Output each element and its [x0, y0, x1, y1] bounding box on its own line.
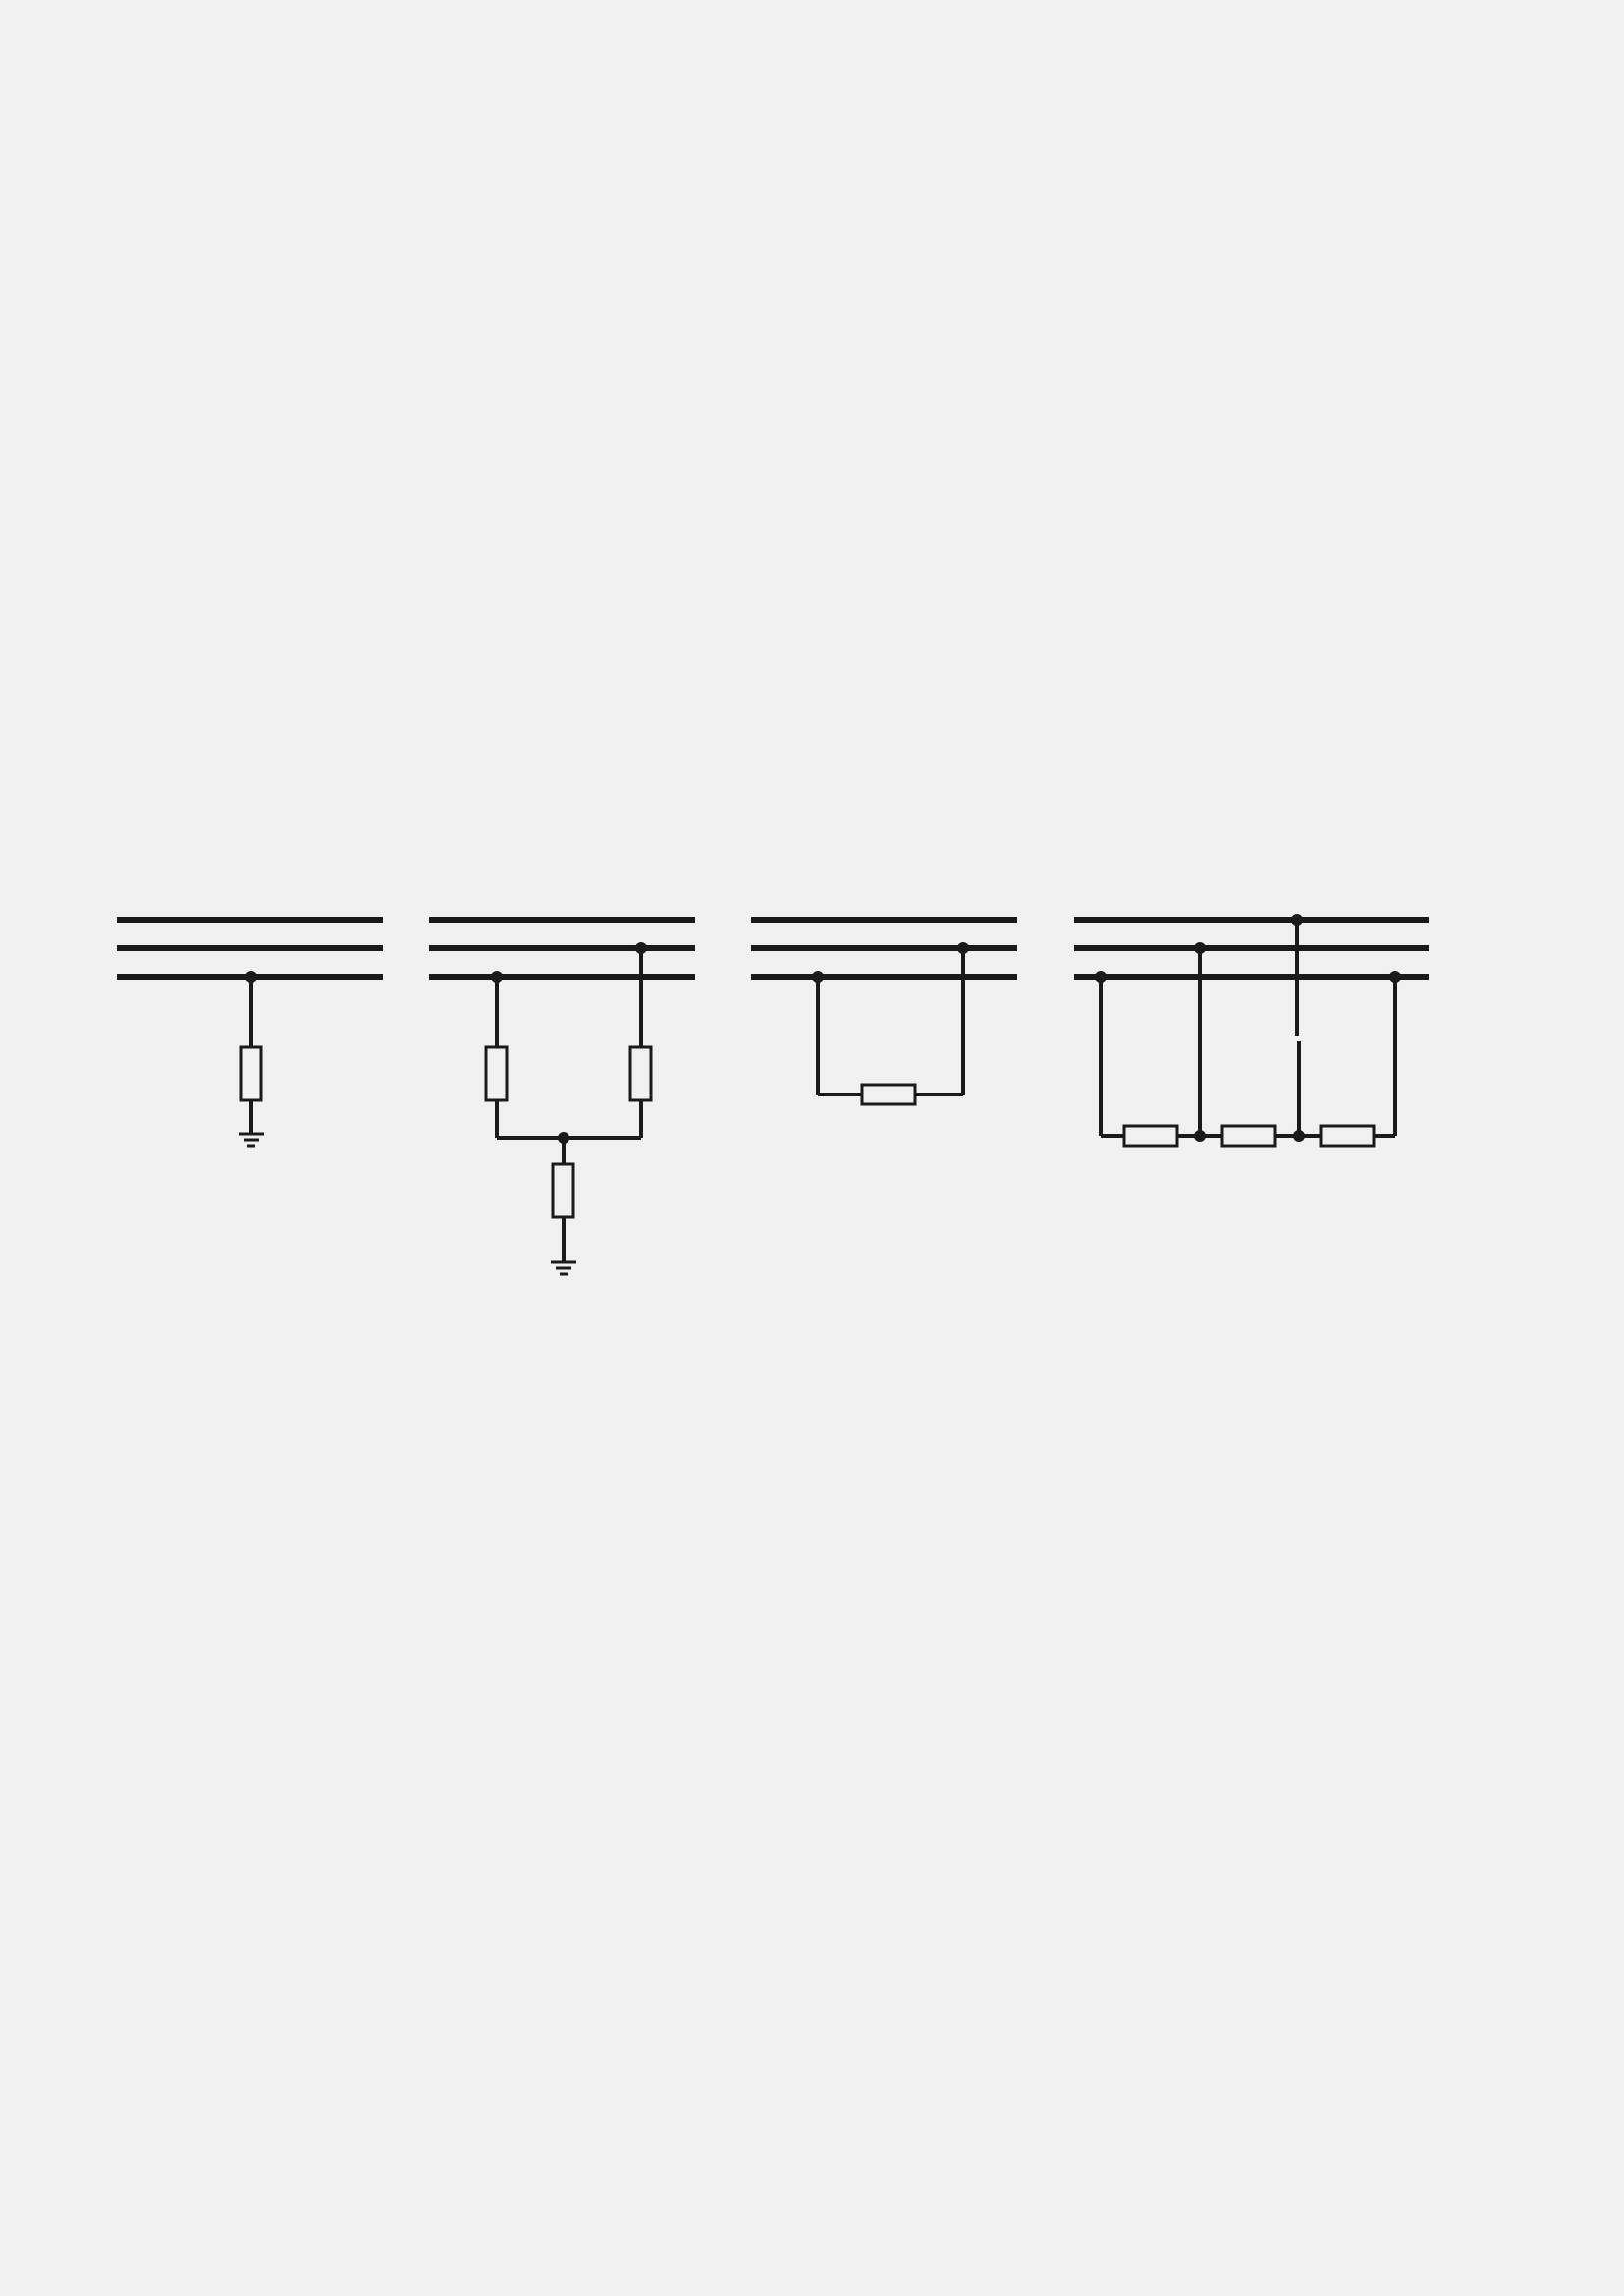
- panel-b-circuit: [429, 920, 695, 1274]
- panel-c-circuit: [751, 920, 1017, 1104]
- panel-d-circuit: [1074, 920, 1429, 1146]
- panel-a-circuit: [117, 920, 383, 1146]
